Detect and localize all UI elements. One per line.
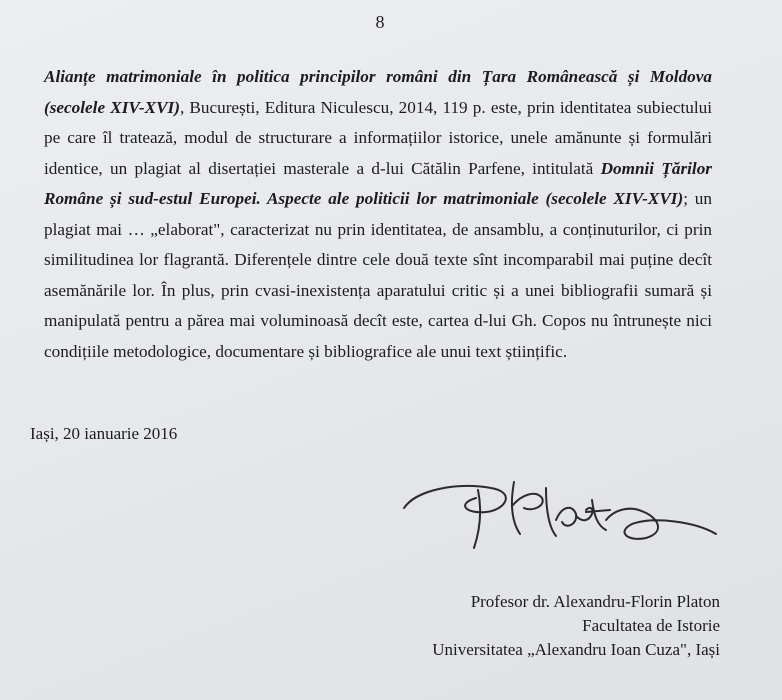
body-paragraph: [44, 62, 712, 367]
page-number: 8: [375, 12, 385, 32]
paragraph-text-1: , București, Editura Niculescu, 2014, 119 p. este, prin identitatea subiectului pe care îl tratează, modul de structurare a informațiilor istorice, unele amănunte și formulări identice, un plagiat al disertației masterale a d-lui Cătălin Parfene, intitulată: [44, 97, 712, 178]
handwritten-signature: [396, 460, 736, 570]
signatory-block: [432, 590, 720, 662]
paragraph-text-2: ; un plagiat mai … „elaborat", caracterizat nu prin identitatea, de ansamblu, a conținuturilor, ci prin similitudinea lor flagrantă. Diferențele dintre cele două texte sînt incomparabil mai puține decît asemănările lor. În plus, prin cvasi-inexistența aparatului critic și a unei bibliografii sumară și manipulată pentru a părea mai voluminoasă decît este, cartea d-lui Gh. Copos nu întrunește nici condițiile metodologice, documentare și bibliografice ale unui text științific.: [44, 189, 712, 361]
place-date: Iași, 20 ianuarie 2016: [30, 424, 178, 443]
signatory-name: Profesor dr. Alexandru-Florin Platon: [470, 592, 720, 611]
book-title: Alianțe matrimoniale în politica principilor români din Țara Românească și Moldova (secolele XIV-XVI): [44, 67, 712, 117]
signatory-university: Universitatea „Alexandru Ioan Cuza", Iași: [432, 640, 720, 659]
signatory-faculty: Facultatea de Istorie: [582, 616, 720, 635]
dissertation-title: Domnii Țărilor Române și sud-estul Europei. Aspecte ale politicii lor matrimoniale (secolele XIV-XVI): [44, 158, 712, 208]
